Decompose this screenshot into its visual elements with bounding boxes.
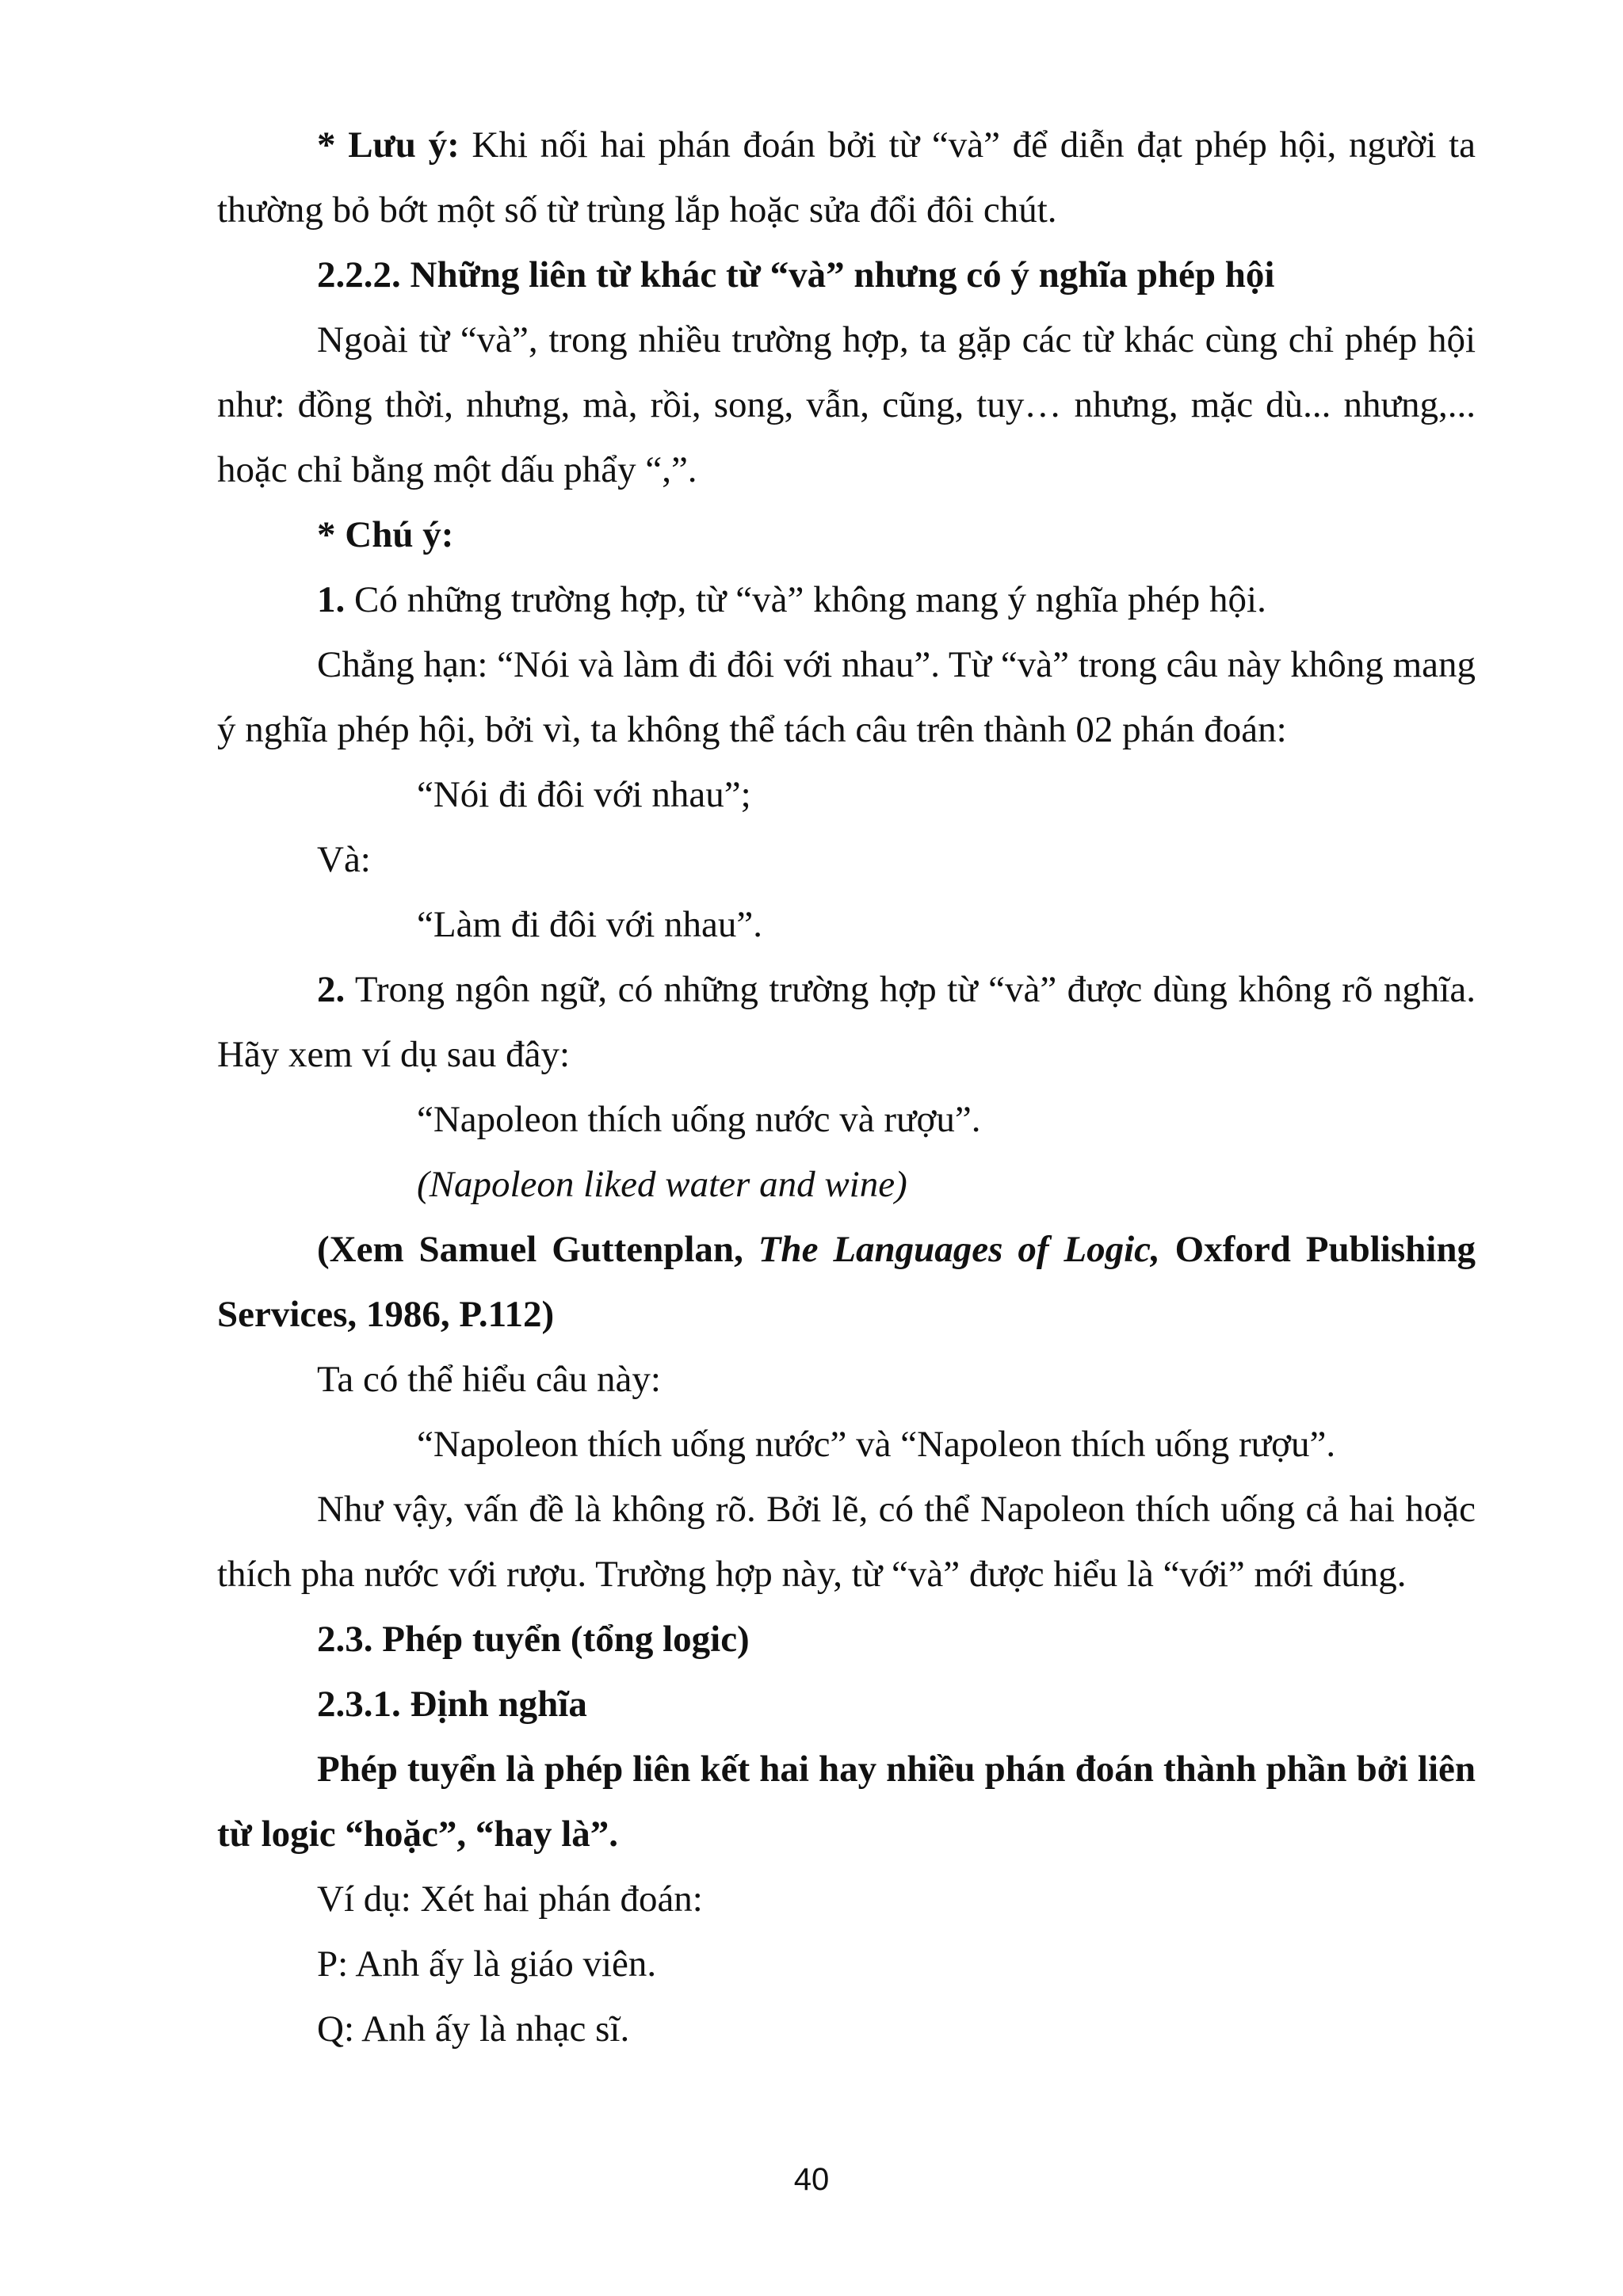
item-text-2: Trong ngôn ngữ, có những trường hợp từ “và” được dùng không rõ nghĩa. Hãy xem ví dụ sau đây:: [217, 969, 1476, 1075]
paragraph-interpretation: Ta có thể hiểu câu này:: [317, 1359, 661, 1400]
section-heading-2-2-2: 2.2.2. Những liên từ khác từ “và” nhưng có ý nghĩa phép hội: [317, 254, 1275, 296]
reference-suffix: Oxford Publishing Services, 1986, P.112): [217, 1229, 1476, 1335]
caution-item-2: [217, 957, 1476, 1087]
caution-item-1: [217, 567, 1476, 632]
item-number-1: 1.: [317, 579, 346, 620]
reference-book-title: The Languages of Logic,: [758, 1229, 1160, 1270]
paragraph-example: Chẳng hạn: “Nói và làm đi đôi với nhau”. Từ “và” trong câu này không mang ý nghĩa phép hội, bởi vì, ta không thể tách câu trên thành 02 phán đoán:: [217, 644, 1476, 750]
quote-1: “Nói đi đôi với nhau”;: [417, 774, 751, 815]
item-number-2: 2.: [317, 969, 346, 1010]
note-text: Khi nối hai phán đoán bởi từ “và” để diễn đạt phép hội, người ta thường bỏ bớt một số từ trùng lắp hoặc sửa đổi đôi chút.: [217, 124, 1476, 231]
caution-label: * Chú ý:: [317, 514, 454, 555]
quote-3: “Napoleon thích uống nước và rượu”.: [417, 1099, 981, 1140]
section-heading-2-3: 2.3. Phép tuyển (tổng logic): [317, 1619, 750, 1660]
note-paragraph: [217, 113, 1476, 242]
connector-va: Và:: [317, 839, 371, 880]
item-text-1: Có những trường hợp, từ “và” không mang ý nghĩa phép hội.: [345, 579, 1266, 620]
definition-paragraph: Phép tuyển là phép liên kết hai hay nhiều phán đoán thành phần bởi liên từ logic “hoặc”, “hay là”.: [217, 1749, 1476, 1855]
example-intro: Ví dụ: Xét hai phán đoán:: [317, 1878, 703, 1920]
proposition-p: P: Anh ấy là giáo viên.: [317, 1943, 657, 1985]
paragraph-conjunctions: Ngoài từ “và”, trong nhiều trường hợp, ta gặp các từ khác cùng chỉ phép hội như: đồng thời, nhưng, mà, rồi, song, vẫn, cũng, tuy… nhưng, mặc dù... nhưng,... hoặc chỉ bằng một dấu phẩy “,”.: [217, 319, 1476, 490]
quote-2: “Làm đi đôi với nhau”.: [417, 904, 762, 945]
reference-citation: [217, 1217, 1476, 1347]
quote-5: “Napoleon thích uống nước” và “Napoleon thích uống rượu”.: [417, 1424, 1336, 1465]
document-body: [217, 113, 1476, 2061]
note-label: * Lưu ý:: [317, 124, 460, 166]
quote-4-translation: (Napoleon liked water and wine): [417, 1164, 907, 1205]
page-number: 40: [793, 2162, 830, 2197]
paragraph-conclusion: Như vậy, vấn đề là không rõ. Bởi lẽ, có thể Napoleon thích uống cả hai hoặc thích pha nước với rượu. Trường hợp này, từ “và” được hiểu là “với” mới đúng.: [217, 1489, 1476, 1595]
section-heading-2-3-1: 2.3.1. Định nghĩa: [317, 1684, 587, 1725]
reference-prefix: (Xem Samuel Guttenplan,: [317, 1229, 758, 1270]
proposition-q: Q: Anh ấy là nhạc sĩ.: [317, 2008, 630, 2050]
